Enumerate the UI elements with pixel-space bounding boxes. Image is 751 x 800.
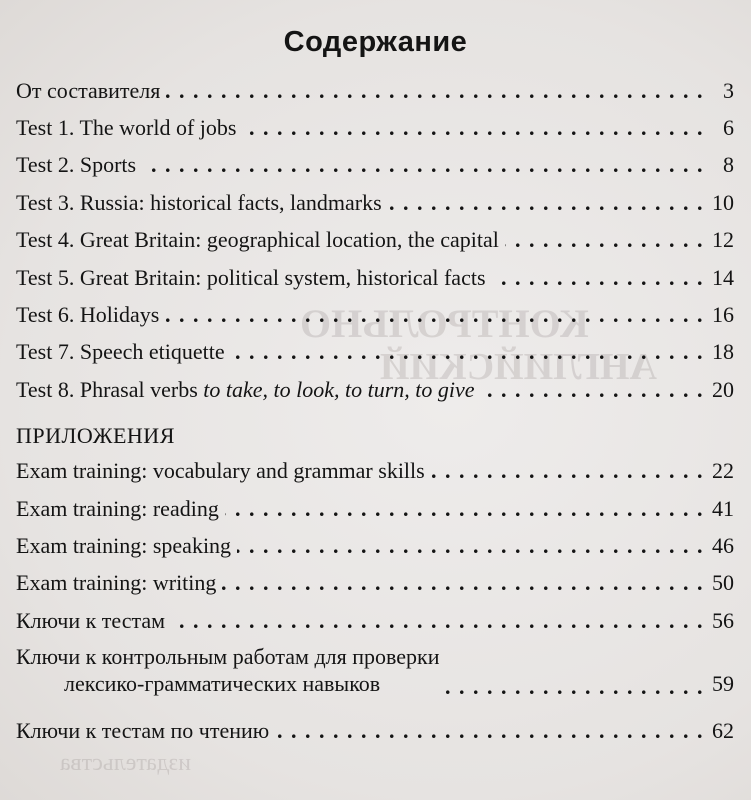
toc-entry-label: Test 3. Russia: historical facts, landmarks xyxy=(16,189,382,215)
toc-entry-label: Exam training: speaking xyxy=(16,532,232,558)
dot-leader xyxy=(222,571,704,595)
toc-entry[interactable] xyxy=(16,527,734,564)
toc-entry-label-line2: лексико-грамматических навыков xyxy=(64,671,381,697)
toc-entry-label: Test 1. The world of jobs xyxy=(16,115,237,141)
toc-entry-label-line1: Ключи к контрольным работам для проверки xyxy=(16,644,440,670)
dot-leader xyxy=(388,191,704,215)
toc-page-number: 20 xyxy=(712,376,734,402)
toc-entry[interactable] xyxy=(16,109,734,146)
table-of-contents xyxy=(16,72,734,747)
dot-leader xyxy=(165,303,704,327)
toc-entry-label: Test 7. Speech etiquette xyxy=(16,339,225,365)
toc-entry-label: Exam training: writing xyxy=(16,570,217,596)
toc-entry-label: Exam training: reading xyxy=(16,495,219,521)
toc-entry-label xyxy=(16,378,475,402)
dot-leader xyxy=(505,228,704,252)
dot-leader xyxy=(446,673,705,697)
dot-leader xyxy=(166,79,704,103)
toc-page-number: 22 xyxy=(712,458,734,484)
toc-entry-label-roman: Test 8. Phrasal verbs xyxy=(16,376,204,402)
toc-entry-label xyxy=(16,643,440,697)
toc-entry-label: От составителя xyxy=(16,77,161,103)
toc-entry[interactable] xyxy=(16,565,734,602)
toc-entry-label: Ключи к тестам xyxy=(16,607,166,633)
toc-page-number: 12 xyxy=(712,227,734,253)
dot-leader xyxy=(431,459,704,483)
toc-entry-label: Test 4. Great Britain: geographical location, the capital xyxy=(16,227,499,253)
toc-page-number: 6 xyxy=(723,115,734,141)
toc-entry[interactable] xyxy=(16,259,734,296)
toc-entry[interactable] xyxy=(16,602,734,639)
toc-page-number: 10 xyxy=(712,189,734,215)
toc-page-number: 3 xyxy=(723,77,734,103)
toc-entry[interactable] xyxy=(16,453,734,490)
dot-leader xyxy=(481,378,704,402)
toc-entry[interactable] xyxy=(16,334,734,371)
toc-page-number: 16 xyxy=(712,302,734,328)
dot-leader xyxy=(237,534,704,558)
show-through-decoration: издательства xyxy=(60,750,192,776)
dot-leader xyxy=(142,153,704,177)
dot-leader xyxy=(242,116,704,140)
toc-entry[interactable] xyxy=(16,72,734,109)
toc-page-number: 46 xyxy=(712,532,734,558)
toc-entry-label: Ключи к тестам по чтению xyxy=(16,718,270,744)
toc-entry-label-italic: to take, to look, to turn, to give xyxy=(203,376,475,402)
toc-page-number: 56 xyxy=(712,607,734,633)
dot-leader xyxy=(492,266,704,290)
toc-page-number: 8 xyxy=(723,152,734,178)
show-through-decoration: АНГЛИЙСКИЙ xyxy=(380,346,657,388)
toc-entry-label: Test 6. Holidays xyxy=(16,302,160,328)
toc-entry-label: Exam training: vocabulary and grammar skills xyxy=(16,458,425,484)
dot-leader xyxy=(225,497,704,521)
toc-page-number: 14 xyxy=(712,264,734,290)
toc-entry-label: Test 2. Sports xyxy=(16,152,137,178)
toc-page-number: 18 xyxy=(712,339,734,365)
toc-entry-label: Test 5. Great Britain: political system, historical facts xyxy=(16,264,486,290)
dot-leader xyxy=(231,340,704,364)
toc-entry[interactable] xyxy=(16,639,734,703)
toc-entry[interactable] xyxy=(16,371,734,408)
toc-page-number: 50 xyxy=(712,570,734,596)
toc-page-number: 41 xyxy=(712,495,734,521)
toc-page-number: 62 xyxy=(712,718,734,744)
show-through-decoration: КОНТРОЛЬНО xyxy=(300,301,589,346)
dot-leader xyxy=(275,719,704,743)
toc-entry[interactable] xyxy=(16,490,734,527)
toc-entry[interactable] xyxy=(16,184,734,221)
toc-page-number: 59 xyxy=(712,671,734,697)
appendix-heading: ПРИЛОЖЕНИЯ xyxy=(16,422,175,448)
toc-entry[interactable] xyxy=(16,703,734,747)
dot-leader xyxy=(171,609,704,633)
toc-entry[interactable] xyxy=(16,296,734,333)
toc-entry[interactable] xyxy=(16,147,734,184)
page-title: Содержание xyxy=(283,26,468,58)
toc-entry[interactable] xyxy=(16,222,734,259)
